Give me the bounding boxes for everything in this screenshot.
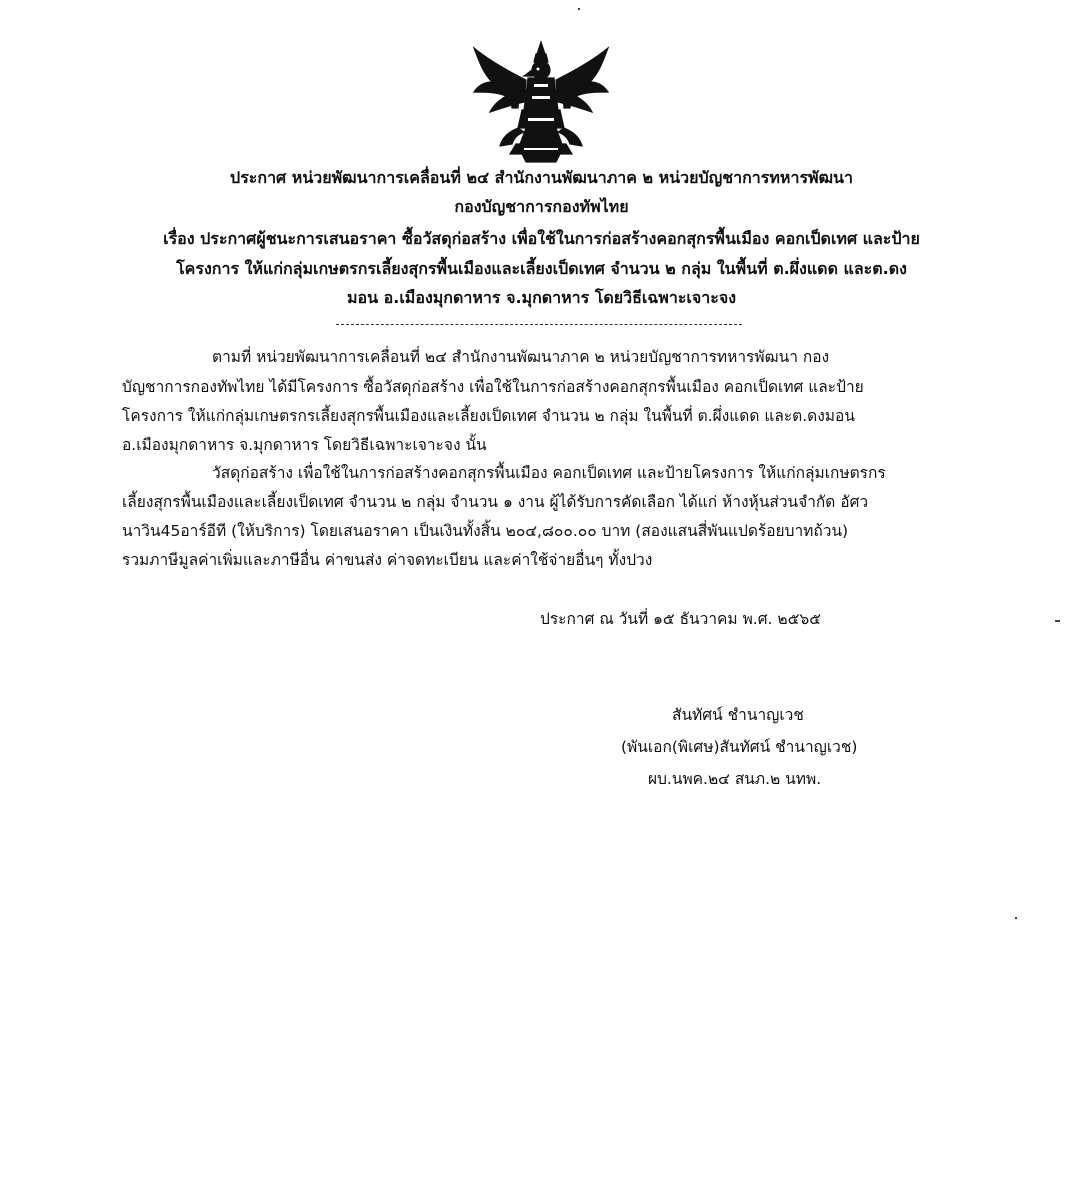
paragraph2-line2: เลี้ยงสุกรพื้นเมืองและเลี้ยงเป็ดเทศ จำนวน ๒ กลุ่ม จำนวน ๑ งาน ผู้ได้รับการคัดเลือก ได้แก่ ห้างหุ้นส่วนจำกัด อัศว <box>122 493 869 511</box>
header-divider <box>336 324 742 325</box>
signer-full-rank-name: (พันเอก(พิเศษ)สันทัศน์ ชำนาญเวช) <box>621 738 858 756</box>
announcement-title-line1: ประกาศ หน่วยพัฒนาการเคลื่อนที่ ๒๔ สำนักงานพัฒนาภาค ๒ หน่วยบัญชาการทหารพัฒนา <box>230 168 853 187</box>
paragraph1-line2: บัญชาการกองทัพไทย ได้มีโครงการ ซื้อวัสดุก่อสร้าง เพื่อใช้ในการก่อสร้างคอกสุกรพื้นเมือง คอกเป็ดเทศ และป้าย <box>122 378 864 396</box>
signer-position: ผบ.นพค.๒๔ สนภ.๒ นทพ. <box>648 770 822 788</box>
announcement-date: ประกาศ ณ วันที่ ๑๕ ธันวาคม พ.ศ. ๒๕๖๕ <box>540 610 821 628</box>
announcement-title-line2: กองบัญชาการกองทัพไทย <box>454 197 629 216</box>
signer-name: สันทัศน์ ชำนาญเวช <box>672 706 804 724</box>
scan-speck <box>578 8 580 10</box>
garuda-emblem <box>466 40 616 165</box>
subject-line1: เรื่อง ประกาศผู้ชนะการเสนอราคา ซื้อวัสดุก่อสร้าง เพื่อใช้ในการก่อสร้างคอกสุกรพื้นเมือง คอกเป็ดเทศ และป้าย <box>163 229 920 248</box>
paragraph2-line3: นาวิน45อาร์อีที (ให้บริการ) โดยเสนอราคา เป็นเงินทั้งสิ้น ๒๐๔,๘๐๐.๐๐ บาท (สองแสนสี่พันแปดร้อยบาทถ้วน) <box>122 522 849 540</box>
paragraph2-line4: รวมภาษีมูลค่าเพิ่มและภาษีอื่น ค่าขนส่ง ค่าจดทะเบียน และค่าใช้จ่ายอื่นๆ ทั้งปวง <box>122 551 653 569</box>
paragraph2-line1: วัสดุก่อสร้าง เพื่อใช้ในการก่อสร้างคอกสุกรพื้นเมือง คอกเป็ดเทศ และป้ายโครงการ ให้แก่กลุ่มเกษตรกร <box>212 464 886 482</box>
subject-line2: โครงการ ให้แก่กลุ่มเกษตรกรเลี้ยงสุกรพื้นเมืองและเลี้ยงเป็ดเทศ จำนวน ๒ กลุ่ม ในพื้นที่ ต.ผึ่งแดด และต.ดง <box>176 259 907 278</box>
paragraph1-line1: ตามที่ หน่วยพัฒนาการเคลื่อนที่ ๒๔ สำนักงานพัฒนาภาค ๒ หน่วยบัญชาการทหารพัฒนา กอง <box>212 348 830 366</box>
garuda-emblem-icon <box>466 40 616 165</box>
scan-speck <box>1015 917 1017 919</box>
subject-line3: มอน อ.เมืองมุกดาหาร จ.มุกดาหาร โดยวิธีเฉพาะเจาะจง <box>346 288 737 307</box>
scan-speck <box>1055 620 1060 622</box>
paragraph1-line4: อ.เมืองมุกดาหาร จ.มุกดาหาร โดยวิธีเฉพาะเจาะจง นั้น <box>122 436 487 454</box>
paragraph1-line3: โครงการ ให้แก่กลุ่มเกษตรกรเลี้ยงสุกรพื้นเมืองและเลี้ยงเป็ดเทศ จำนวน ๒ กลุ่ม ในพื้นที่ ต.ผึ่งแดด และต.ดงมอน <box>122 407 855 425</box>
